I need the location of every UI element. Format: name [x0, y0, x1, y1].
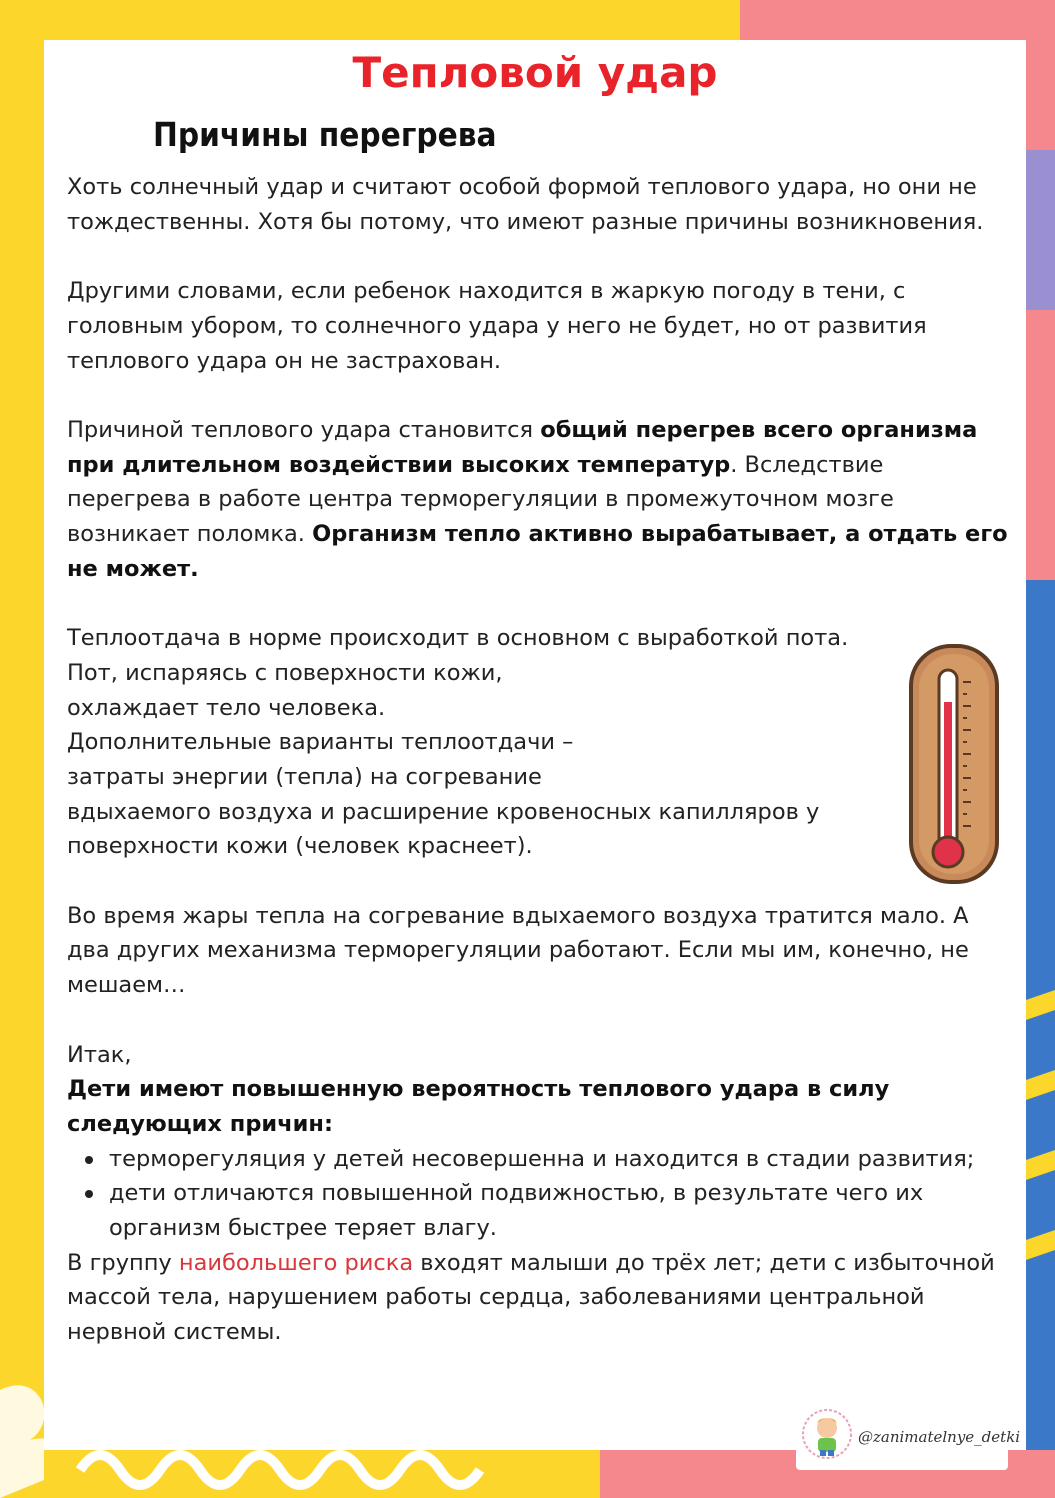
paragraph-5: Во время жары тепла на согревание вдыхаемого воздуха тратится мало. А два других механизма терморегуляции работают. Если мы им, конечно, не мешаем… [67, 902, 969, 999]
paragraph-3-text-a: Причиной теплового удара становится [67, 416, 541, 443]
section-subtitle: Причины перегрева [153, 115, 497, 154]
paragraph-4-line: затраты энергии (тепла) на согревание [67, 763, 542, 790]
paragraph-3 [67, 413, 1012, 587]
paragraph-1: Хоть солнечный удар и считают особой формой теплового удара, но они не тождественны. Хотя бы потому, что имеют разные причины возникновения. [67, 174, 984, 235]
page-title: Тепловой удар [352, 48, 718, 97]
reasons-list [67, 1142, 1012, 1246]
child-avatar-icon [801, 1408, 853, 1460]
paragraph-4 [67, 621, 1012, 864]
paragraph-7-text-a: В группу [67, 1249, 179, 1276]
paragraph-3-text-c: . Вследствие перегрева в работе центра терморегуляции в промежуточном мозге возникает поломка. [67, 451, 894, 547]
footer-handle: @zanimatelnye_detki [858, 1428, 1021, 1446]
paragraph-4-line: Теплоотдача в норме происходит в основном с выработкой пота. [67, 625, 849, 652]
list-item: дети отличаются повышенной подвижностью, в результате чего их организм быстрее теряет влагу. [109, 1176, 1012, 1245]
paragraph-4-line: поверхности кожи (человек краснеет). [67, 833, 533, 860]
paragraph-6-bold [67, 1072, 1012, 1141]
paragraph-7-text-b: входят малыши до трёх лет; дети с избыточной массой тела, нарушением работы сердца, заболеваниями центральной нервной системы. [67, 1249, 995, 1346]
list-item: терморегуляция у детей несовершенна и находится в стадии развития; [109, 1142, 1012, 1177]
paragraph-4-line: охлаждает тело человека. [67, 694, 386, 721]
paragraph-3-bold-b: общий перегрев всего организма при длительном воздействии высоких температур [67, 416, 978, 478]
paragraph-4-line: вдыхаемого воздуха и расширение кровеносных капилляров у [67, 798, 820, 825]
paragraph-4-line: Пот, испаряясь с поверхности кожи, [67, 659, 503, 686]
thermometer-icon [905, 642, 1003, 887]
risk-highlight: наибольшего риска [178, 1249, 414, 1276]
paragraph-6-bold-text: Дети имеют повышенную вероятность теплового удара в силу следующих причин: [67, 1076, 890, 1137]
paragraph-2: Другими словами, если ребенок находится в жаркую погоду в тени, с головным убором, то солнечного удара у него не будет, но от развития теплового удара он не застрахован. [67, 278, 927, 374]
paragraph-3-bold-d: Организм тепло активно вырабатывает, а отдать его не может. [67, 521, 1008, 582]
paragraph-7 [67, 1246, 1012, 1350]
article-body [67, 170, 1012, 1350]
paragraph-6-intro: Итак, [67, 1041, 132, 1068]
paragraph-4-line: Дополнительные варианты теплоотдачи – [67, 729, 574, 756]
